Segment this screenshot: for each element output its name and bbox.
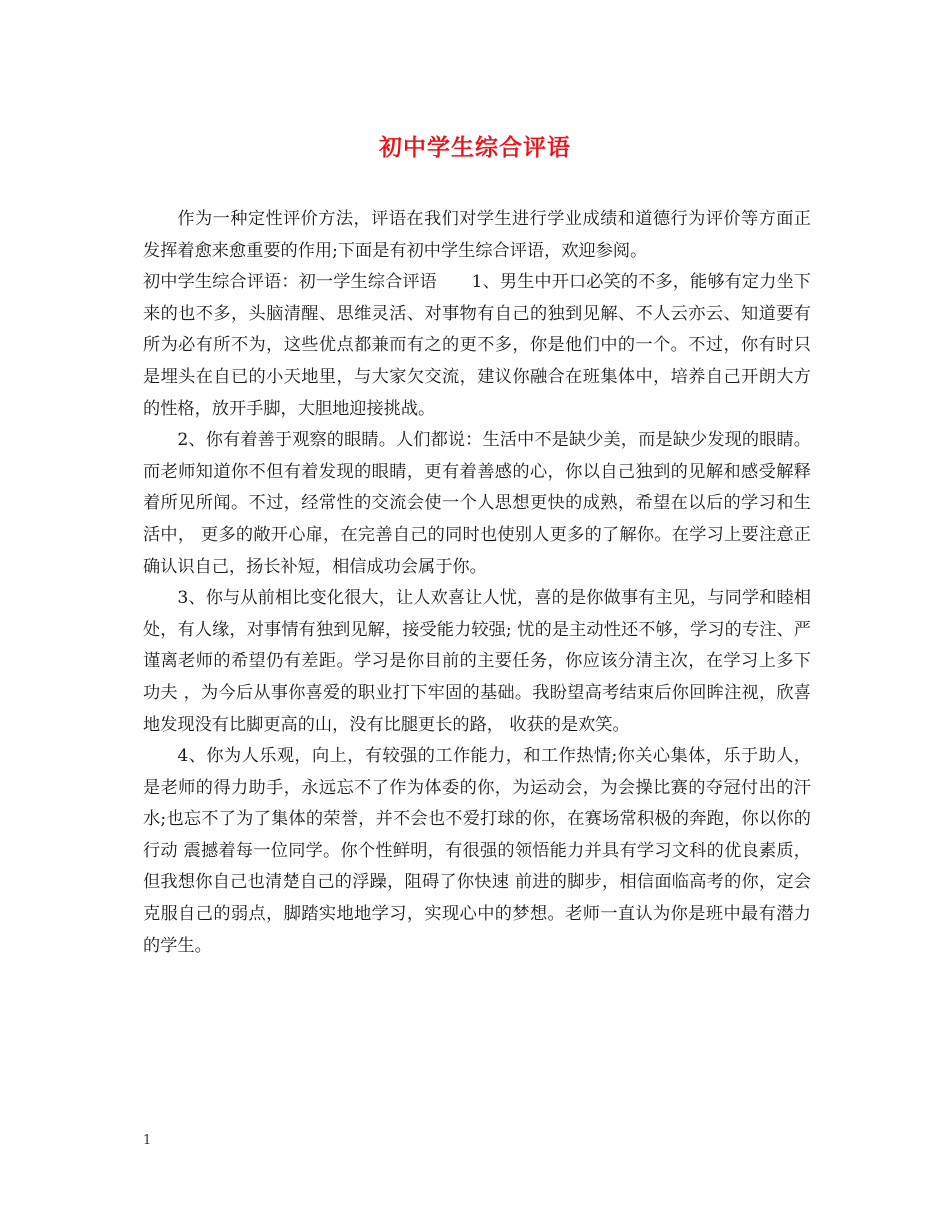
- page-title: 初中学生综合评语: [379, 134, 571, 161]
- comment-paragraph-1: 初中学生综合评语：初一学生综合评语 1、男生中开口必笑的不多，能够有定力坐下来的也不多，头脑清醒、思维灵活、对事物有自己的独到见解、不人云亦云、知道要有所为必有所不为，这些优点都兼而有之的更不多，你是他们中的一个。不过，你有时只是埋头在自已的小天地里，与大家欠交流，建议你融合在班集体中，培养自己开朗大方的性格，放开手脚，大胆地迎接挑战。: [143, 272, 811, 419]
- comment-paragraph-4: 4、你为人乐观，向上，有较强的工作能力，和工作热情;你关心集体，乐于助人，是老师的得力助手，永远忘不了作为体委的你，为运动会，为会操比赛的夺冠付出的汗水;也忘不了为了集体的荣誉，并不会也不爱打球的你，在赛场常积极的奔跑，你以你的行动 震撼着每一位同学。你个性鲜明，有很强的领悟能力并具有学习文科的优良素质，但我想你自己也清楚自己的浮躁，阻碍了你快速 前进的脚步，相信面临高考的你，定会克服自己的弱点，脚踏实地地学习，实现心中的梦想。老师一直认为你是班中最有潜力的学生。: [143, 746, 811, 956]
- comment-paragraph-3: 3、你与从前相比变化很大，让人欢喜让人忧，喜的是你做事有主见，与同学和睦相处，有人缘，对事情有独到见解，接受能力较强; 忧的是主动性还不够，学习的专注、严谨离老师的希望仍有差距。学习是你目前的主要任务，你应该分清主次，在学习上多下功夫 ，为今后从事你喜爱的职业打下牢固的基础。我盼望高考结束后你回眸注视，欣喜地发现没有比脚更高的山，没有比腿更长的路， 收获的是欢笑。: [143, 588, 811, 735]
- comment-paragraph-2: 2、你有着善于观察的眼睛。人们都说：生活中不是缺少美，而是缺少发现的眼睛。而老师知道你不但有着发现的眼睛，更有着善感的心，你以自己独到的见解和感受解释着所见所闻。不过，经常性的交流会使一个人思想更快的成熟，希望在以后的学习和生活中， 更多的敞开心扉，在完善自己的同时也使别人更多的了解你。在学习上要注意正确认识自己，扬长补短，相信成功会属于你。: [143, 430, 811, 577]
- intro-paragraph: 作为一种定性评价方法，评语在我们对学生进行学业成绩和道德行为评价等方面正发挥着愈来愈重要的作用;下面是有初中学生综合评语，欢迎参阅。: [143, 209, 811, 261]
- page-number: 1: [143, 1133, 152, 1148]
- document-body: [143, 204, 811, 962]
